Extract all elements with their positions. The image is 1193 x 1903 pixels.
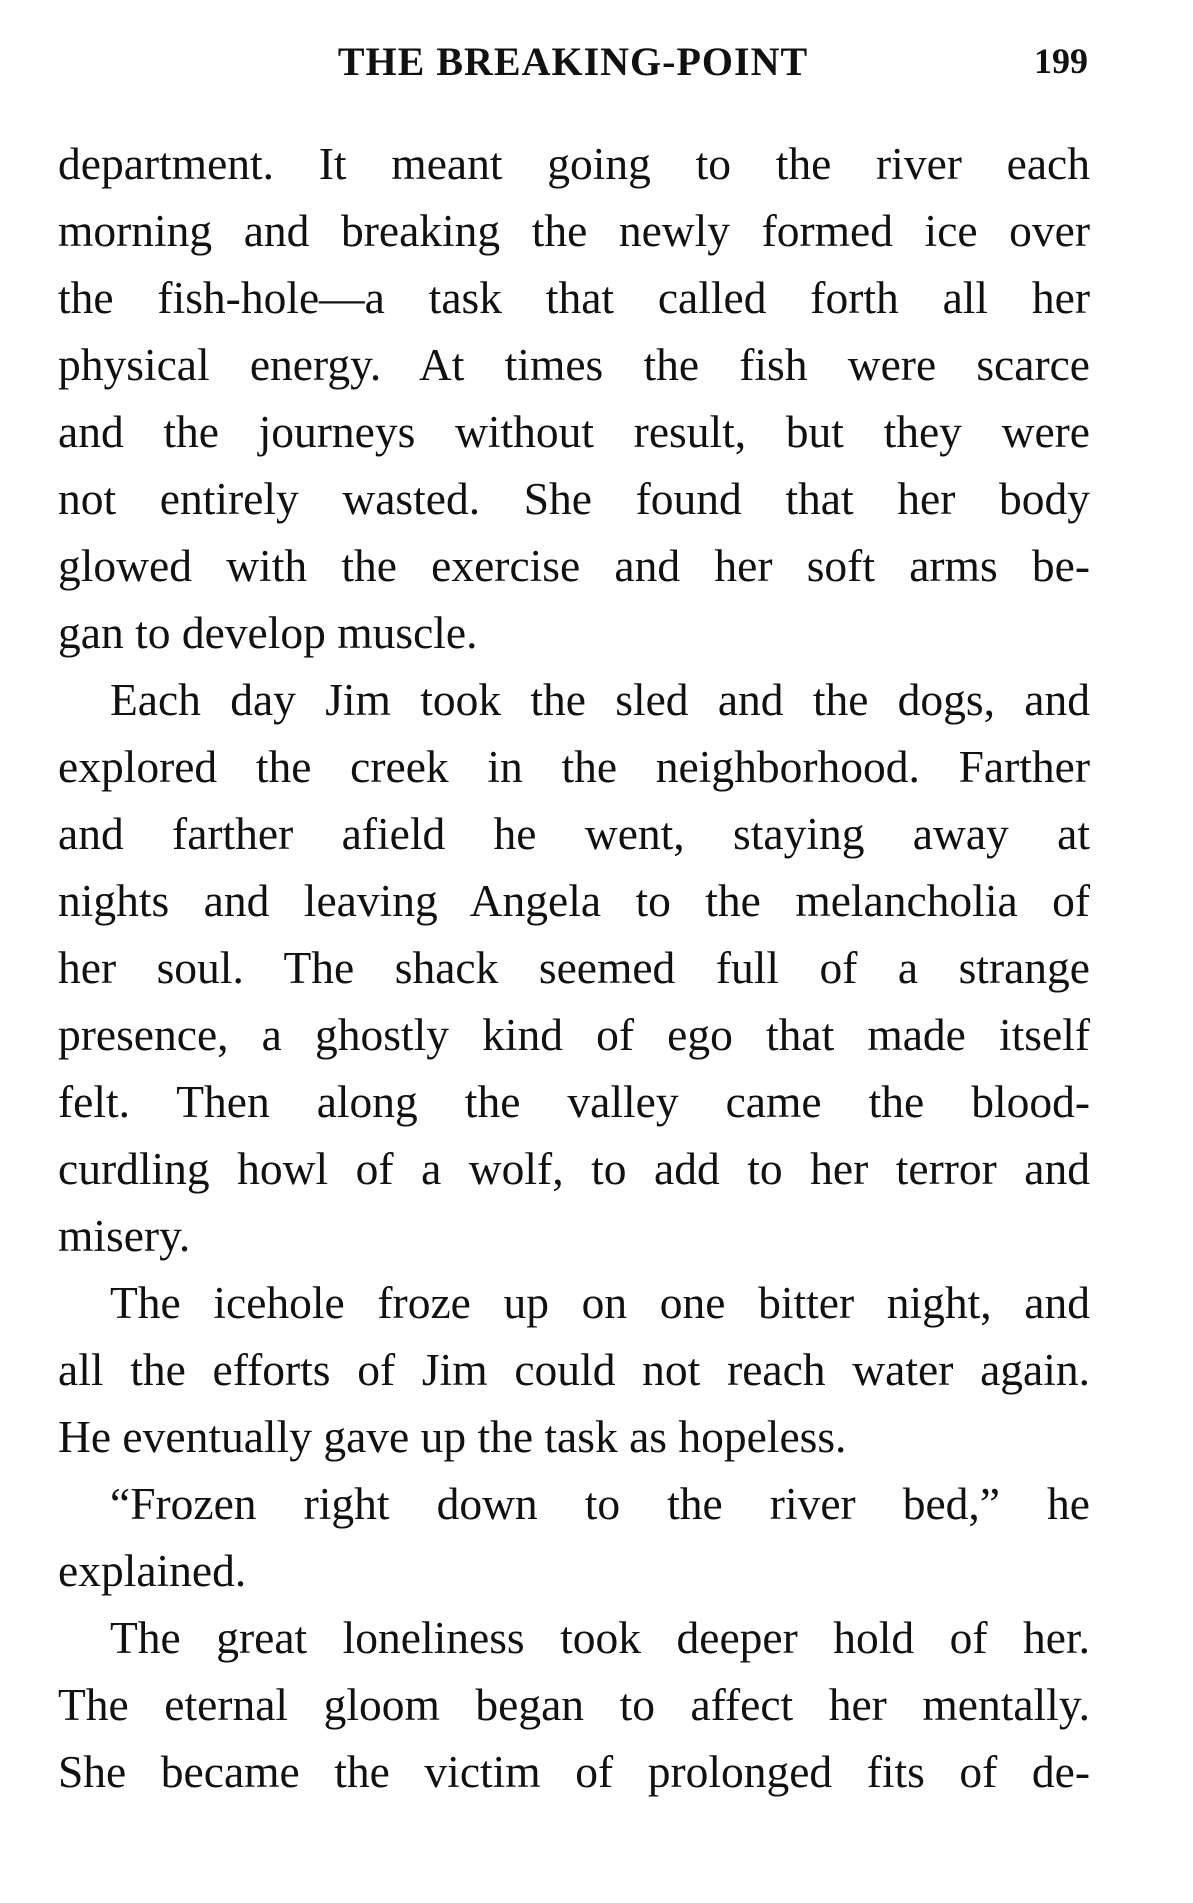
text-line: department. It meant going to the river each [58,138,1090,189]
text-line: explained. [58,1545,247,1596]
paragraph-5 [58,1604,1090,1805]
text-line: and the journeys without result, but they were [58,406,1090,457]
text-line: misery. [58,1210,191,1261]
text-line: The eternal gloom began to affect her mentally. [58,1679,1090,1730]
running-title: THE BREAKING-POINT [337,39,809,84]
text-line: Each day Jim took the sled and the dogs, and [110,674,1090,725]
text-line: the fish-hole—a task that called forth all her [58,272,1090,323]
paragraph-4 [58,1470,1090,1604]
text-line: nights and leaving Angela to the melancholia of [58,875,1090,926]
text-line: gan to develop muscle. [58,607,478,658]
text-line: He eventually gave up the task as hopeless. [58,1411,847,1462]
text-line: felt. Then along the valley came the blood- [58,1076,1090,1127]
body-text [58,130,1090,1805]
paragraph-2 [58,666,1090,1269]
text-line: The great loneliness took deeper hold of her. [110,1612,1090,1663]
running-head [58,38,1088,88]
text-line: “Frozen right down to the river bed,” he [110,1478,1090,1529]
text-line: The icehole froze up on one bitter night, and [110,1277,1090,1328]
paragraph-3 [58,1269,1090,1470]
text-line: explored the creek in the neighborhood. Farther [58,741,1090,792]
text-line: morning and breaking the newly formed ice over [58,205,1090,256]
paragraph-1 [58,130,1090,666]
text-line: physical energy. At times the fish were scarce [58,339,1090,390]
text-line: her soul. The shack seemed full of a strange [58,942,1090,993]
text-line: not entirely wasted. She found that her body [58,473,1090,524]
text-line: presence, a ghostly kind of ego that made itself [58,1009,1090,1060]
text-line: and farther afield he went, staying away at [58,808,1090,859]
text-line: curdling howl of a wolf, to add to her terror and [58,1143,1090,1194]
page-number: 199 [1034,41,1088,81]
text-line: all the efforts of Jim could not reach water again. [58,1344,1090,1395]
text-line: She became the victim of prolonged fits of de- [58,1746,1090,1797]
text-line: glowed with the exercise and her soft arms be- [58,540,1090,591]
